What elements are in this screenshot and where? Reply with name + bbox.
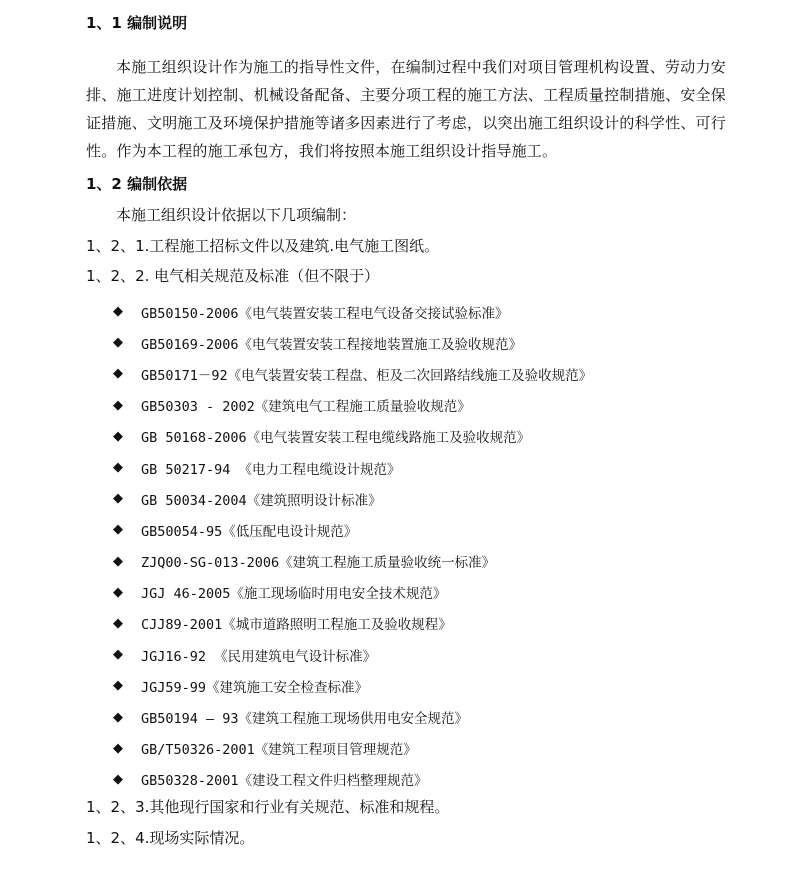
list-item-1-2-2: 1、2、2. 电气相关规范及标准（但不限于） [86,267,380,285]
section-1-1-paragraph: 本施工组织设计作为施工的指导性文件，在编制过程中我们对项目管理机构设置、劳动力安排、施工进度计划控制、机械设备配备、主要分项工程的施工方法、工程质量控制措施、安全保证措施、文明施工及环境保护措施等诸多因素进行了考虑，以突出施工组织设计的科学性、可行性。作为本工程的施工承包方，我们将按照本施工组织设计指导施工。 [86,58,726,160]
standard-item [113,701,592,732]
standard-item [113,764,592,795]
standard-item [113,296,592,327]
standard-item [113,421,592,452]
standard-item [113,670,592,701]
standard-item [113,514,592,545]
standard-text: GB/T50326-2001《建筑工程项目管理规范》 [141,742,417,759]
standard-text: CJJ89-2001《城市道路照明工程施工及验收规程》 [141,617,452,634]
diamond-bullet-icon: ◆ [113,553,123,569]
diamond-bullet-icon: ◆ [113,522,123,538]
standard-item [113,483,592,514]
diamond-bullet-icon: ◆ [113,709,123,725]
standard-item [113,639,592,670]
standard-text: GB50169-2006《电气装置安装工程接地装置施工及验收规范》 [141,336,523,353]
standard-text: GB50150-2006《电气装置安装工程电气设备交接试验标准》 [141,305,509,322]
standard-text: GB50171－92《电气装置安装工程盘、柜及二次回路结线施工及验收规范》 [141,367,593,384]
standard-text: JGJ59-99《建筑施工安全检查标准》 [141,679,369,696]
standard-text: JGJ 46-2005《施工现场临时用电安全技术规范》 [141,586,447,603]
standard-item [113,608,592,639]
standard-item [113,577,592,608]
diamond-bullet-icon: ◆ [113,460,123,476]
standards-list [113,296,592,795]
section-1-2-intro: 本施工组织设计依据以下几项编制： [116,206,357,224]
diamond-bullet-icon: ◆ [113,428,123,444]
standard-item [113,358,592,389]
standard-text: JGJ16-92 《民用建筑电气设计标准》 [141,648,377,665]
diamond-bullet-icon: ◆ [113,366,123,382]
standard-item [113,733,592,764]
diamond-bullet-icon: ◆ [113,678,123,694]
standard-item [113,390,592,421]
standard-text: GB50328-2001《建设工程文件归档整理规范》 [141,773,428,790]
list-item-1-2-3: 1、2、3.其他现行国家和行业有关规范、标准和规程。 [86,798,450,816]
standard-text: GB50054-95《低压配电设计规范》 [141,523,358,540]
standard-text: GB50194 – 93《建筑工程施工现场供用电安全规范》 [141,711,469,728]
standard-text: GB 50168-2006《电气装置安装工程电缆线路施工及验收规范》 [141,430,531,447]
standard-text: ZJQ00-SG-013-2006《建筑工程施工质量验收统一标准》 [141,555,496,572]
diamond-bullet-icon: ◆ [113,771,123,787]
standard-item [113,546,592,577]
diamond-bullet-icon: ◆ [113,335,123,351]
standard-text: GB 50034-2004《建筑照明设计标准》 [141,492,382,509]
diamond-bullet-icon: ◆ [113,304,123,320]
standard-item [113,452,592,483]
standard-text: GB50303 - 2002《建筑电气工程施工质量验收规范》 [141,399,471,416]
diamond-bullet-icon: ◆ [113,584,123,600]
list-item-1-2-4: 1、2、4.现场实际情况。 [86,829,255,847]
standard-text: GB 50217-94 《电力工程电缆设计规范》 [141,461,401,478]
standard-item [113,327,592,358]
diamond-bullet-icon: ◆ [113,615,123,631]
diamond-bullet-icon: ◆ [113,397,123,413]
diamond-bullet-icon: ◆ [113,740,123,756]
section-heading-1-2: 1、2 编制依据 [86,175,188,193]
list-item-1-2-1: 1、2、1.工程施工招标文件以及建筑.电气施工图纸。 [86,237,440,255]
section-heading-1-1: 1、1 编制说明 [86,14,188,32]
diamond-bullet-icon: ◆ [113,491,123,507]
diamond-bullet-icon: ◆ [113,647,123,663]
